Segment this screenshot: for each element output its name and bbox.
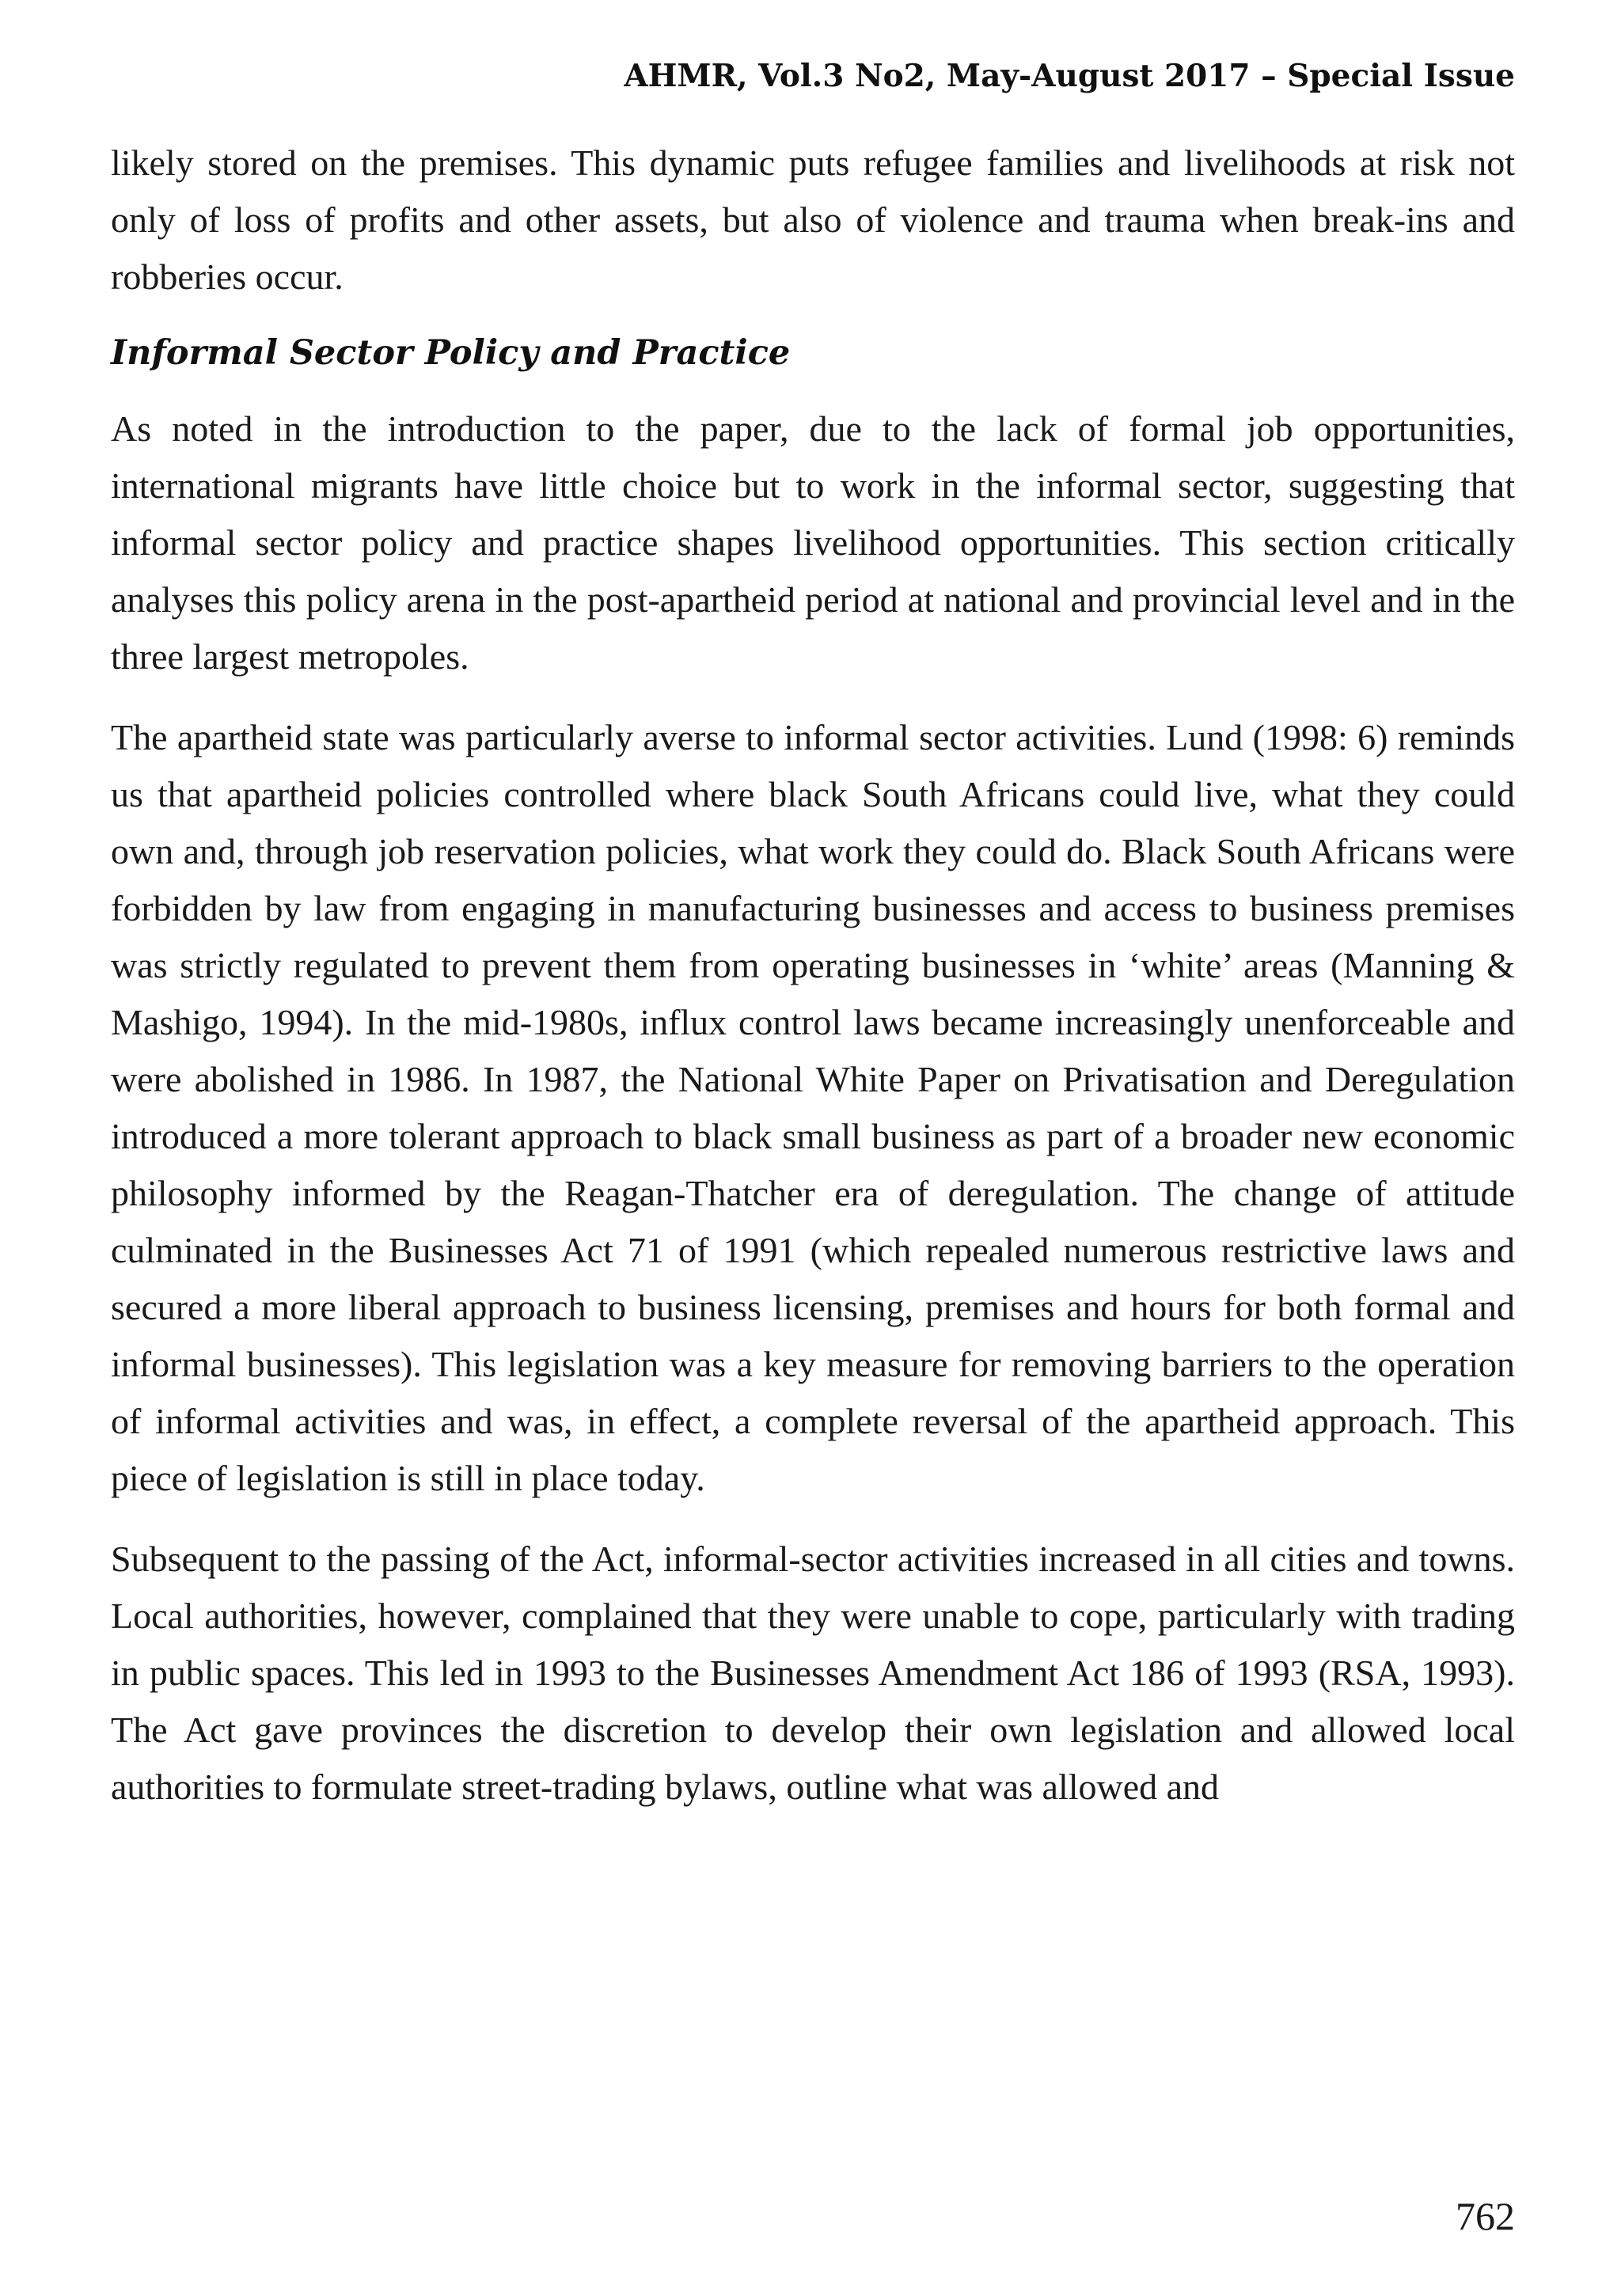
paragraph-businesses-act: Subsequent to the passing of the Act, informal-sector activities increased in all cities and towns. Local authorities, however, complained that they were unable to cope, particularly with trading in public spaces. This led in 1993 to the Businesses Amendment Act 186 of 1993 (RSA, 1993). The Act gave provinces the discretion to develop their own legislation and allowed local authorities to formulate street-trading bylaws, outline what was allowed and — [111, 1539, 1515, 1807]
paragraph-intro: As noted in the introduction to the paper, due to the lack of formal job opportunities, international migrants have little choice but to work in the informal sector, suggesting that informal sector policy and practice shapes livelihood opportunities. This section critically analyses this policy arena in the post-apartheid period at national and provincial level and in the three largest metropoles. — [111, 408, 1515, 677]
running-header: AHMR, Vol.3 No2, May-August 2017 – Special Issue — [624, 58, 1515, 94]
paragraph-apartheid-state: The apartheid state was particularly averse to informal sector activities. Lund (1998: 6) reminds us that apartheid policies controlled where black South Africans could live, what they could own and, through job reservation policies, what work they could do. Black South Africans were forbidden by law from engaging in manufacturing businesses and access to business premises was strictly regulated to prevent them from operating businesses in ‘white’ areas (Manning & Mashigo, 1994). In the mid-1980s, influx control laws became increasingly unenforceable and were abolished in 1986. In 1987, the National White Paper on Privatisation and Deregulation introduced a more tolerant approach to black small business as part of a broader new economic philosophy informed by the Reagan-Thatcher era of deregulation. The change of attitude culminated in the Businesses Act 71 of 1991 (which repealed numerous restrictive laws and secured a more liberal approach to business licensing, premises and hours for both formal and informal businesses). This legislation was a key measure for removing barriers to the operation of informal activities and was, in effect, a complete reversal of the apartheid approach. This piece of legislation is still in place today. — [111, 717, 1515, 1498]
page — [111, 0, 1515, 2296]
paragraph-continuation: likely stored on the premises. This dynamic puts refugee families and livelihoods at risk not only of loss of profits and other assets, but also of violence and trauma when break-ins and robberies occur. — [111, 142, 1515, 297]
body-text — [111, 135, 1515, 1839]
section-heading: Informal Sector Policy and Practice — [111, 333, 791, 373]
page-number: 762 — [1456, 2194, 1515, 2238]
